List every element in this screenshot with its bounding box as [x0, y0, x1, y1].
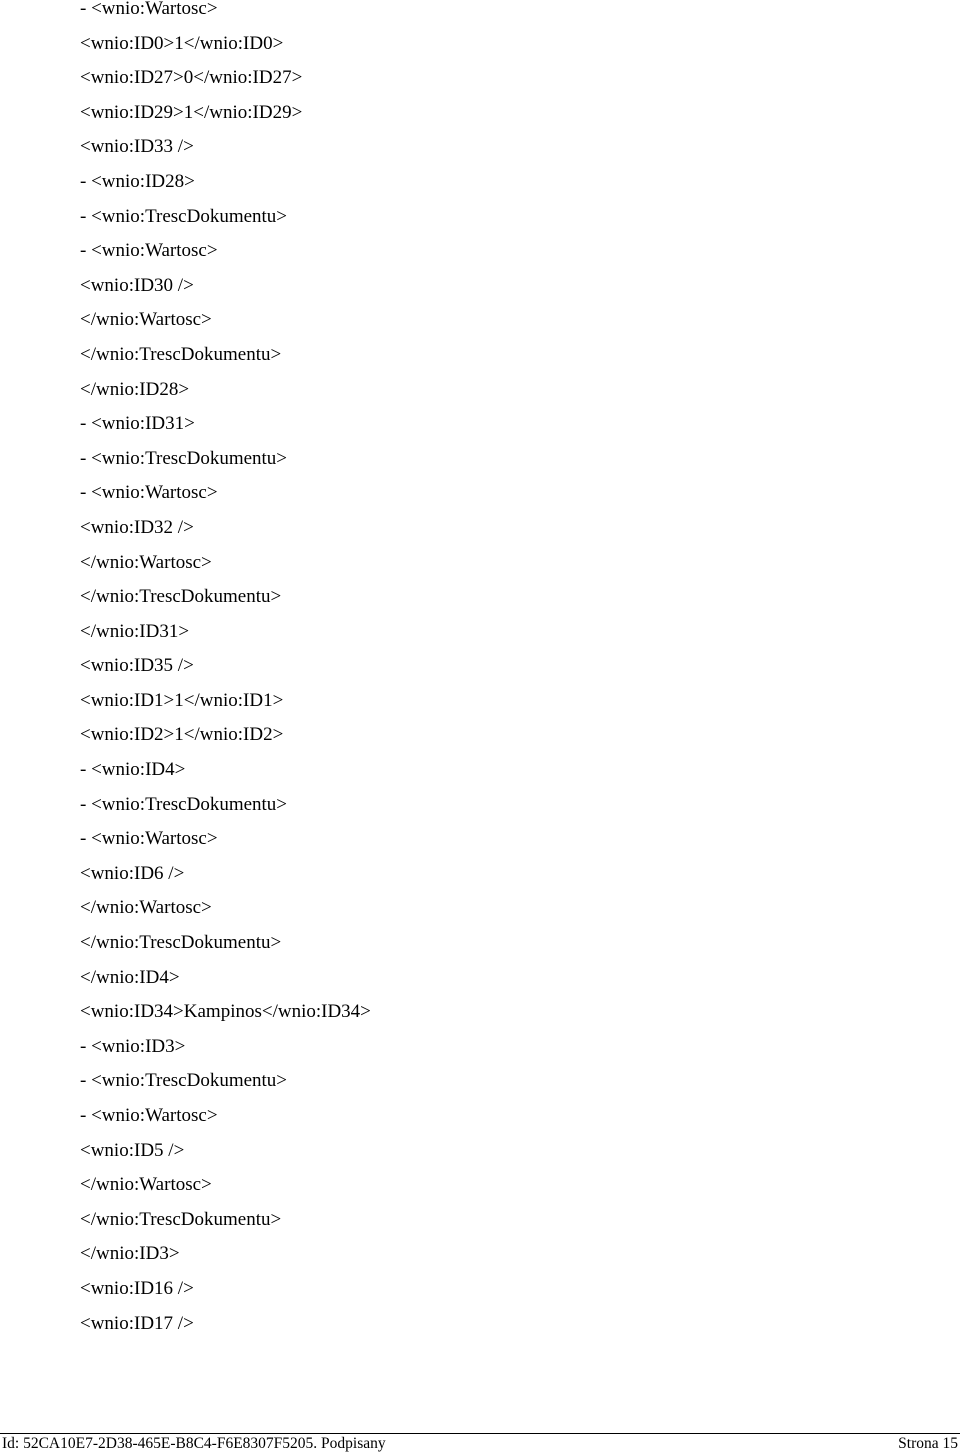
- xml-line: <wnio:ID34>Kampinos</wnio:ID34>: [80, 1001, 371, 1023]
- xml-line: <wnio:ID6 />: [80, 862, 185, 884]
- xml-line: <wnio:ID30 />: [80, 274, 194, 296]
- xml-line: <wnio:ID17 />: [80, 1312, 194, 1334]
- xml-line: </wnio:ID3>: [80, 1243, 180, 1265]
- xml-line: - <wnio:ID3>: [80, 1035, 186, 1057]
- xml-line: </wnio:ID31>: [80, 620, 190, 642]
- xml-line: <wnio:ID33 />: [80, 136, 194, 158]
- xml-line: <wnio:ID32 />: [80, 516, 194, 538]
- xml-line: - <wnio:Wartosc>: [80, 482, 218, 504]
- xml-line: <wnio:ID2>1</wnio:ID2>: [80, 724, 284, 746]
- page-number: Strona 15: [898, 1435, 958, 1452]
- xml-line: </wnio:TrescDokumentu>: [80, 586, 282, 608]
- xml-line: </wnio:Wartosc>: [80, 551, 212, 573]
- document-id-text: Id: 52CA10E7-2D38-465E-B8C4-F6E8307F5205. Podpisany: [2, 1435, 386, 1452]
- xml-line: <wnio:ID1>1</wnio:ID1>: [80, 689, 284, 711]
- xml-line: - <wnio:ID4>: [80, 759, 186, 781]
- xml-line: <wnio:ID27>0</wnio:ID27>: [80, 67, 303, 89]
- xml-line: </wnio:ID4>: [80, 966, 180, 988]
- page-footer: [0, 1434, 960, 1454]
- xml-line: </wnio:Wartosc>: [80, 1174, 212, 1196]
- xml-line: - <wnio:Wartosc>: [80, 828, 218, 850]
- xml-line: <wnio:ID5 />: [80, 1139, 185, 1161]
- xml-line: </wnio:ID28>: [80, 378, 190, 400]
- xml-line: - <wnio:ID28>: [80, 170, 195, 192]
- xml-line: - <wnio:TrescDokumentu>: [80, 793, 288, 815]
- xml-content: [80, 0, 371, 1341]
- xml-line: </wnio:TrescDokumentu>: [80, 932, 282, 954]
- xml-line: - <wnio:ID31>: [80, 413, 195, 435]
- xml-line: - <wnio:Wartosc>: [80, 240, 218, 262]
- xml-line: <wnio:ID35 />: [80, 655, 194, 677]
- xml-line: </wnio:Wartosc>: [80, 897, 212, 919]
- xml-line: - <wnio:TrescDokumentu>: [80, 447, 288, 469]
- xml-line: </wnio:Wartosc>: [80, 309, 212, 331]
- xml-line: </wnio:TrescDokumentu>: [80, 343, 282, 365]
- xml-line: <wnio:ID0>1</wnio:ID0>: [80, 32, 284, 54]
- xml-line: <wnio:ID29>1</wnio:ID29>: [80, 101, 303, 123]
- xml-line: - <wnio:TrescDokumentu>: [80, 205, 288, 227]
- xml-line: </wnio:TrescDokumentu>: [80, 1208, 282, 1230]
- xml-line: <wnio:ID16 />: [80, 1277, 194, 1299]
- xml-line: - <wnio:TrescDokumentu>: [80, 1070, 288, 1092]
- xml-line: - <wnio:Wartosc>: [80, 1105, 218, 1126]
- xml-line: - <wnio:Wartosc>: [80, 0, 218, 19]
